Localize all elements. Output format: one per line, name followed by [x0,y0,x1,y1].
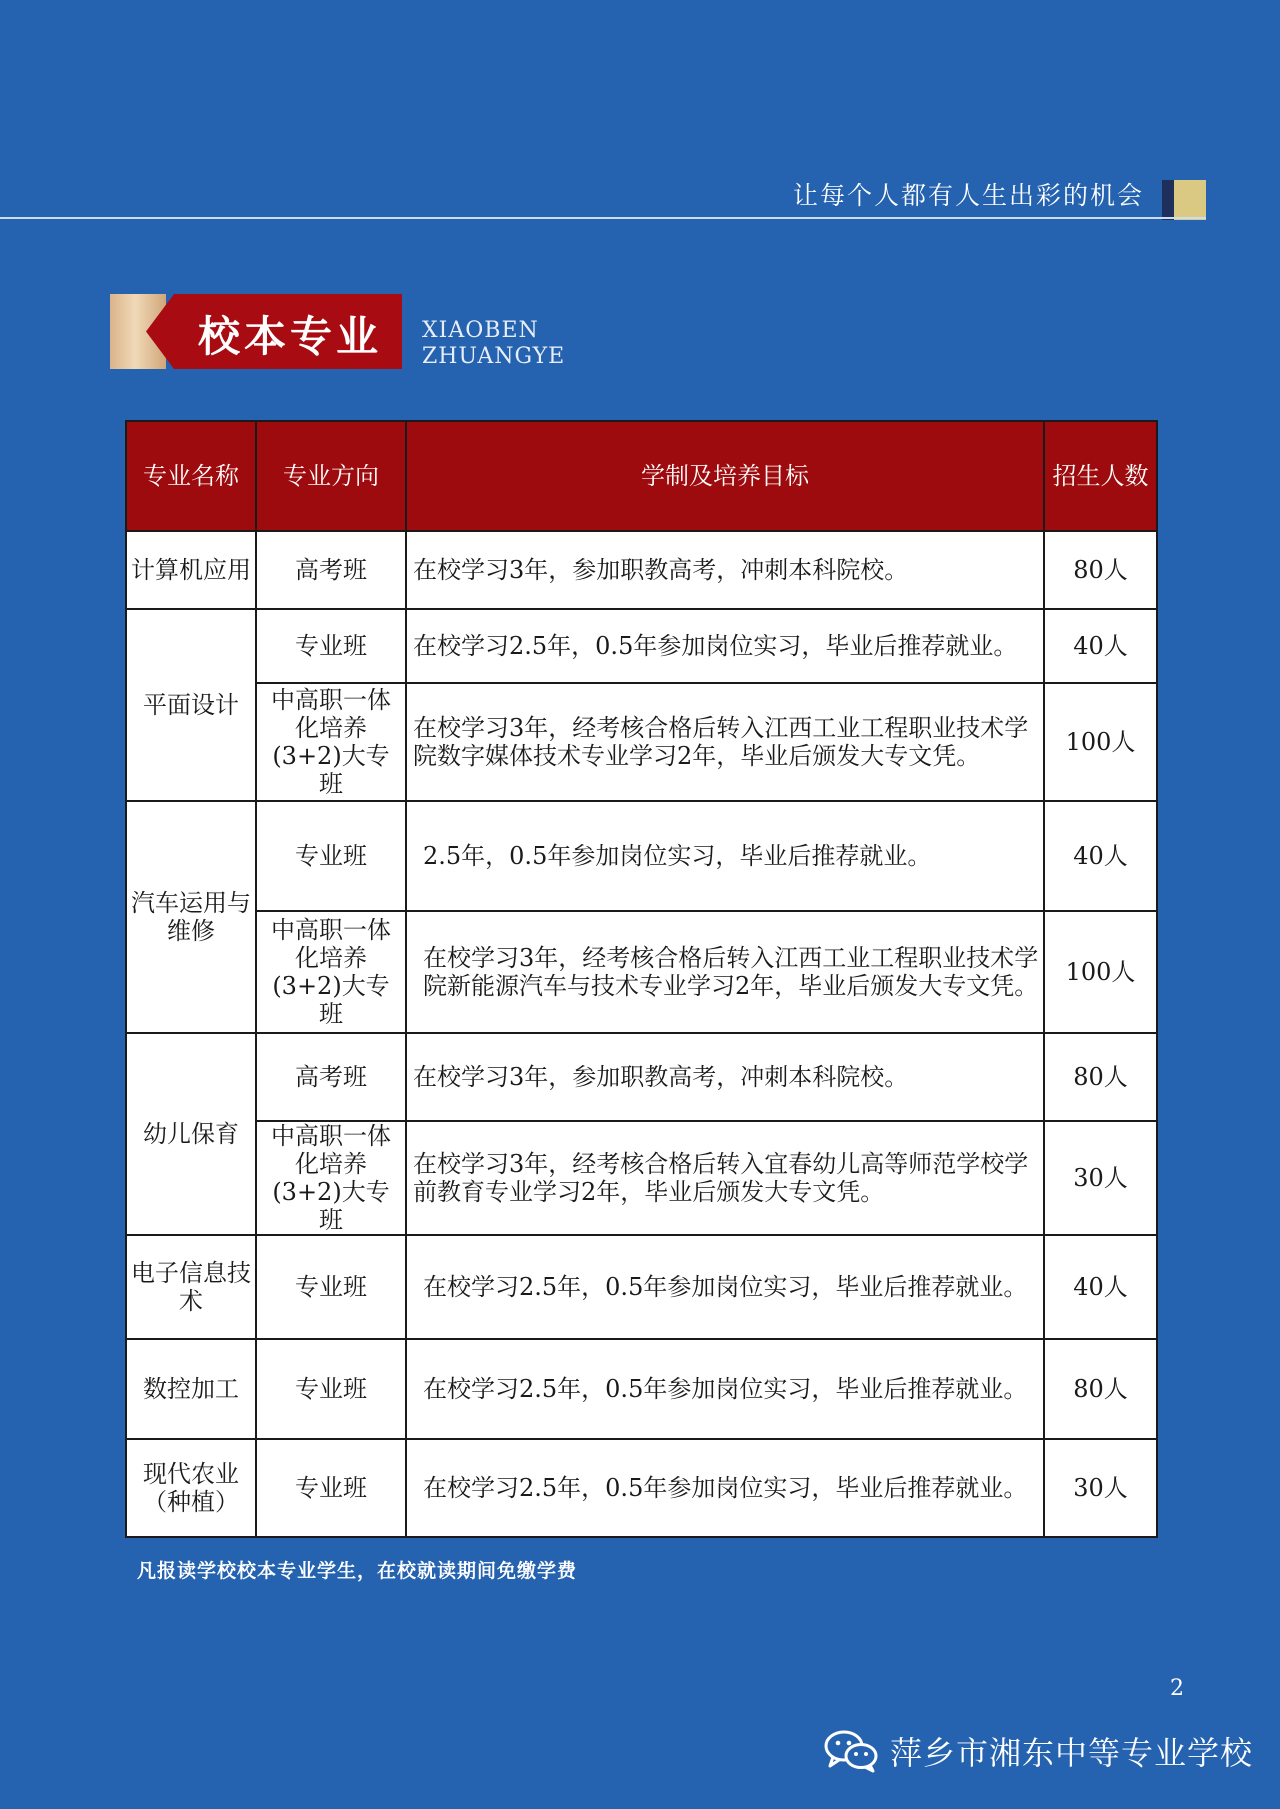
enrollment-count: 30人 [1044,1439,1157,1537]
table-row [126,801,1157,911]
major-direction: 专业班 [256,1339,406,1439]
page-number: 2 [1170,1676,1184,1701]
slogan-accent-bar [1162,180,1206,220]
enrollment-count: 30人 [1044,1121,1157,1235]
header-major: 专业名称 [126,421,256,531]
wechat-icon [824,1729,880,1773]
table-row [126,531,1157,609]
major-direction: 中高职一体化培养(3+2)大专班 [256,1121,406,1235]
major-direction: 专业班 [256,609,406,683]
table-row [126,683,1157,801]
major-name: 现代农业（种植） [126,1439,256,1537]
major-direction: 中高职一体化培养(3+2)大专班 [256,911,406,1033]
header-goal: 学制及培养目标 [406,421,1044,531]
major-goal: 在校学习3年，参加职教高考，冲刺本科院校。 [406,1033,1044,1121]
slogan: 让每个人都有人生出彩的机会 [792,181,1144,210]
enrollment-count: 100人 [1044,683,1157,801]
section-title-en [422,318,565,370]
table-row [126,1033,1157,1121]
major-direction: 专业班 [256,1235,406,1339]
major-direction: 高考班 [256,1033,406,1121]
header-direction: 专业方向 [256,421,406,531]
major-name: 汽车运用与维修 [126,801,256,1033]
table-row [126,1121,1157,1235]
major-direction: 高考班 [256,531,406,609]
major-goal: 在校学习3年，经考核合格后转入江西工业工程职业技术学院新能源汽车与技术专业学习2年，毕业后颁发大专文凭。 [406,911,1044,1033]
major-goal: 在校学习3年，参加职教高考，冲刺本科院校。 [406,531,1044,609]
major-name: 幼儿保育 [126,1033,256,1235]
table-row [126,1439,1157,1537]
header-count: 招生人数 [1044,421,1157,531]
table-header-row [126,421,1157,531]
enrollment-count: 40人 [1044,1235,1157,1339]
section-title-en-line1: XIAOBEN [422,318,539,343]
enrollment-count: 80人 [1044,1339,1157,1439]
major-goal: 2.5年，0.5年参加岗位实习，毕业后推荐就业。 [406,801,1044,911]
major-goal: 在校学习3年，经考核合格后转入宜春幼儿高等师范学校学前教育专业学习2年，毕业后颁发大专文凭。 [406,1121,1044,1235]
major-direction: 专业班 [256,801,406,911]
major-goal: 在校学习2.5年，0.5年参加岗位实习，毕业后推荐就业。 [406,1439,1044,1537]
majors-table [125,420,1158,1538]
enrollment-count: 40人 [1044,609,1157,683]
section-title-en-line2: ZHUANGYE [422,344,566,369]
major-direction: 专业班 [256,1439,406,1537]
major-name: 电子信息技术 [126,1235,256,1339]
major-direction: 中高职一体化培养(3+2)大专班 [256,683,406,801]
table-row [126,911,1157,1033]
major-goal: 在校学习2.5年，0.5年参加岗位实习，毕业后推荐就业。 [406,1235,1044,1339]
accent-gold [1174,180,1206,220]
major-goal: 在校学习2.5年，0.5年参加岗位实习，毕业后推荐就业。 [406,1339,1044,1439]
major-goal: 在校学习2.5年，0.5年参加岗位实习，毕业后推荐就业。 [406,609,1044,683]
accent-dark [1162,180,1174,220]
school-name: 萍乡市湘东中等专业学校 [890,1734,1254,1772]
header-divider [0,217,1206,219]
table-row [126,1339,1157,1439]
major-name: 平面设计 [126,609,256,801]
section-badge [110,294,402,369]
major-goal: 在校学习3年，经考核合格后转入江西工业工程职业技术学院数字媒体技术专业学习2年，毕业后颁发大专文凭。 [406,683,1044,801]
table-row [126,1235,1157,1339]
enrollment-count: 80人 [1044,531,1157,609]
footer-brand [824,1728,1253,1774]
major-name: 计算机应用 [126,531,256,609]
section-title: 校本专业 [198,312,383,361]
table-row [126,609,1157,683]
enrollment-count: 80人 [1044,1033,1157,1121]
enrollment-count: 100人 [1044,911,1157,1033]
major-name: 数控加工 [126,1339,256,1439]
enrollment-count: 40人 [1044,801,1157,911]
tuition-footnote: 凡报读学校校本专业学生，在校就读期间免缴学费 [137,1560,578,1582]
